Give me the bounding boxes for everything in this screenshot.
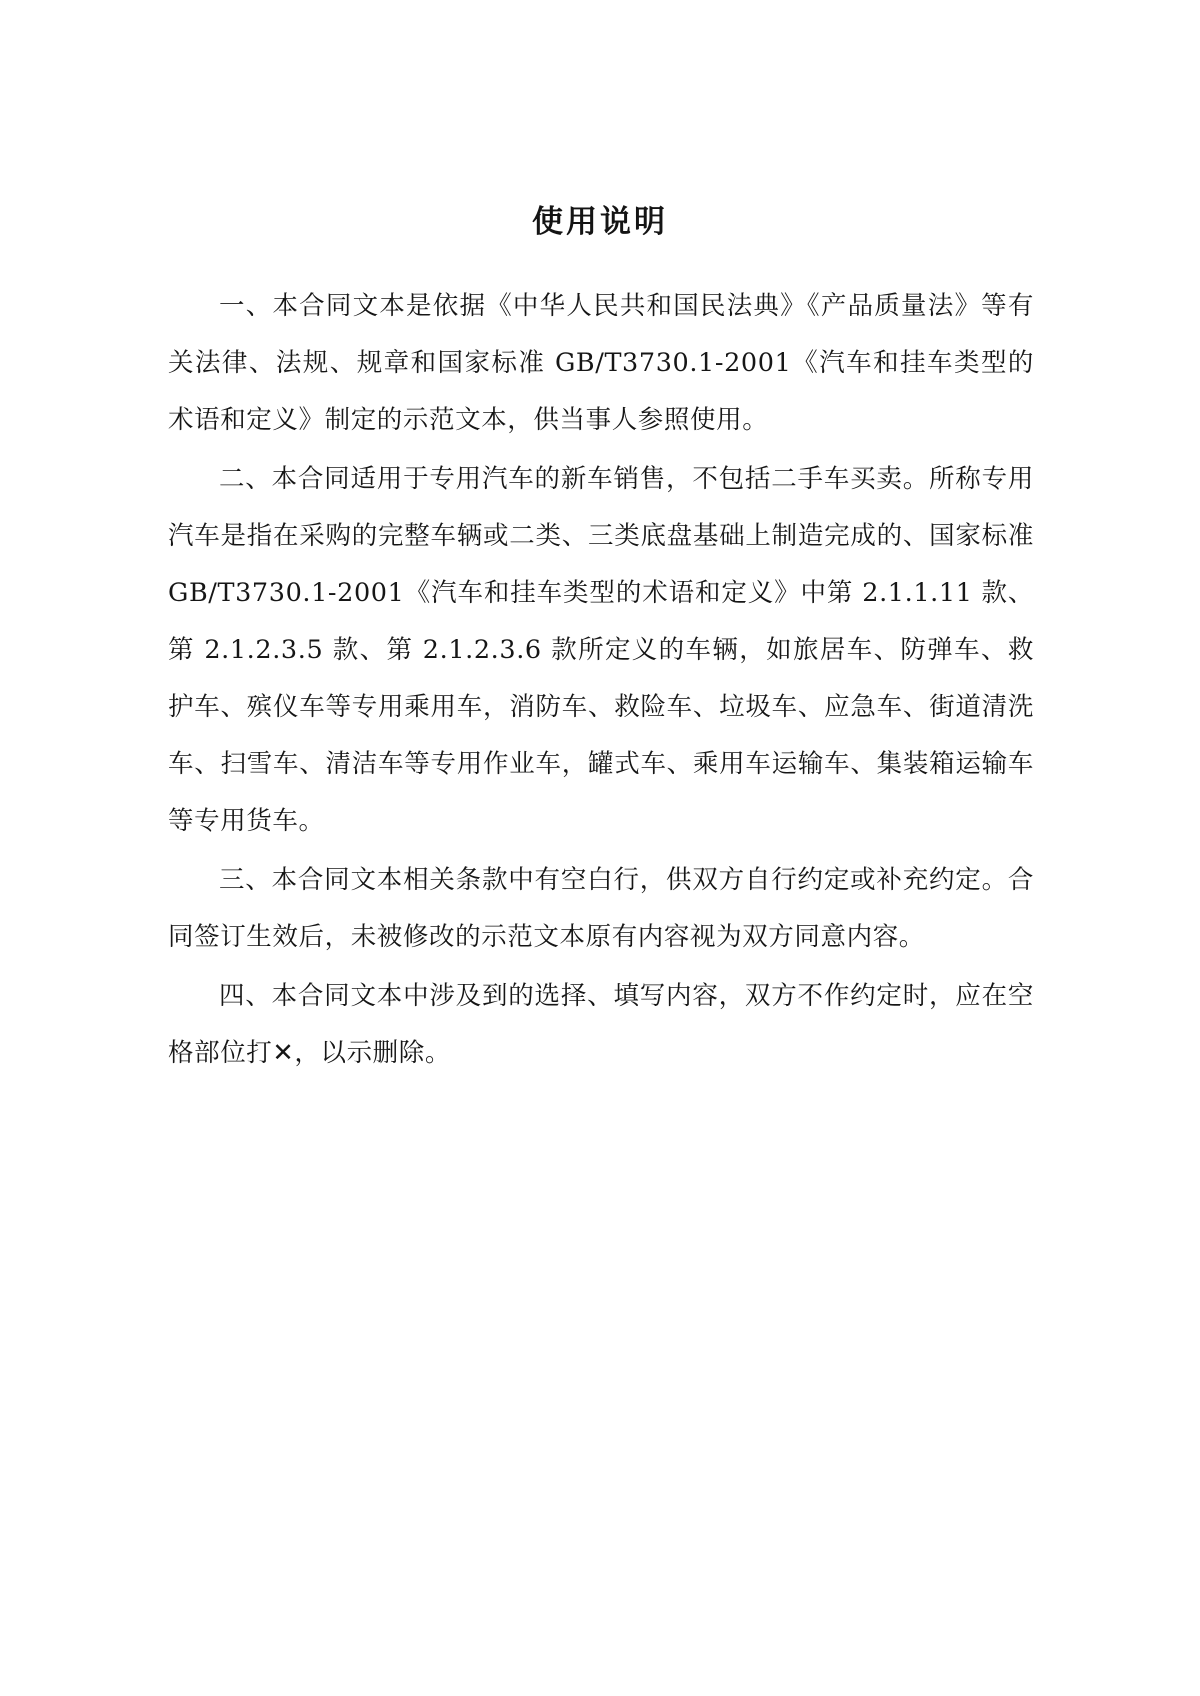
paragraph-item-1: 一、本合同文本是依据《中华人民共和国民法典》《产品质量法》等有关法律、法规、规章和国家标准 GB/T3730.1-2001《汽车和挂车类型的术语和定义》制定的示范文本，供当事人参照使用。 xyxy=(168,291,1034,435)
paragraph-item-4: 四、本合同文本中涉及到的选择、填写内容，双方不作约定时，应在空格部位打✕，以示删除。 xyxy=(168,981,1034,1068)
page-title: 使用说明 xyxy=(532,204,668,240)
document-body xyxy=(168,278,1034,1084)
paragraph-item-2: 二、本合同适用于专用汽车的新车销售，不包括二手车买卖。所称专用汽车是指在采购的完整车辆或二类、三类底盘基础上制造完成的、国家标准 GB/T3730.1-2001《汽车和挂车类型的术语和定义》中第 2.1.1.11 款、第 2.1.2.3.5 款、第 2.1.2.3.6 款所定义的车辆，如旅居车、防弹车、救护车、殡仪车等专用乘用车，消防车、救险车、垃圾车、应急车、街道清洗车、扫雪车、清洁车等专用作业车，罐式车、乘用车运输车、集装箱运输车等专用货车。 xyxy=(168,464,1034,836)
paragraph-item-3: 三、本合同文本相关条款中有空白行，供双方自行约定或补充约定。合同签订生效后，未被修改的示范文本原有内容视为双方同意内容。 xyxy=(168,865,1034,952)
